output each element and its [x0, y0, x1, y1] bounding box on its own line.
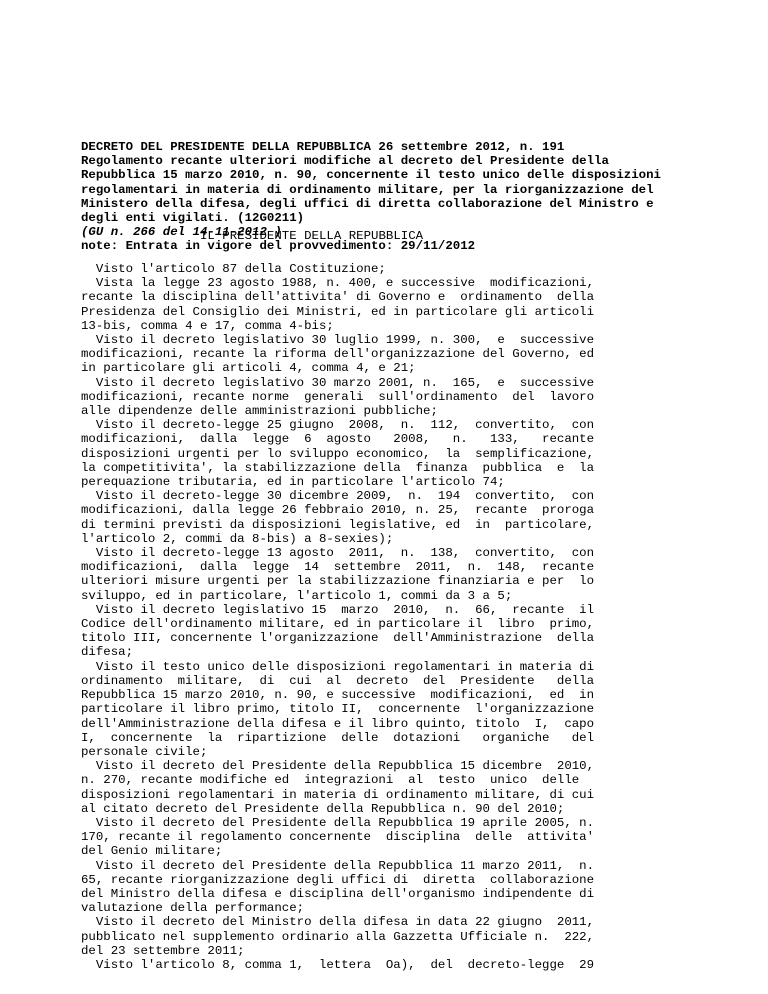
body-line: Visto il decreto legislativo 30 luglio 1999, n. 300, e successive: [81, 333, 595, 348]
body-line: Visto il decreto del Ministro della difesa in data 22 giugno 2011,: [81, 915, 595, 930]
body-line: disposizioni urgenti per lo sviluppo economico, la semplificazione,: [81, 446, 595, 461]
body-line: ulteriori misure urgenti per la stabilizzazione finanziaria e per lo: [81, 574, 595, 589]
entry-into-force-note: note: Entrata in vigore del provvedimento: 29/11/2012: [81, 239, 476, 254]
body-line: in particolare gli articoli 4, comma 4, e 21;: [81, 361, 416, 376]
body-line: ordinamento militare, di cui al decreto del Presidente della: [81, 673, 595, 688]
body-line: Visto il decreto del Presidente della Repubblica 19 aprile 2005, n.: [81, 815, 595, 830]
body-line: l'articolo 2, commi da 8-bis) a 8-sexies);: [81, 531, 394, 546]
body-line: titolo III, concernente l'organizzazione dell'Amministrazione della: [81, 631, 595, 646]
body-line: Codice dell'ordinamento militare, ed in particolare il libro primo,: [81, 617, 595, 632]
body-line: modificazioni, dalla legge 6 agosto 2008, n. 133, recante: [81, 432, 595, 447]
body-line: 170, recante il regolamento concernente disciplina delle attivita': [81, 830, 595, 845]
body-line: Visto il decreto legislativo 15 marzo 2010, n. 66, recante il: [81, 602, 595, 617]
header-line: degli enti vigilati. (12G0211): [81, 211, 305, 226]
body-line: Visto il decreto del Presidente della Repubblica 15 dicembre 2010,: [81, 759, 595, 774]
body-line: Visto il decreto legislativo 30 marzo 2001, n. 165, e successive: [81, 375, 595, 390]
body-line: 65, recante riorganizzazione degli uffici di diretta collaborazione: [81, 872, 595, 887]
body-line: I, concernente la ripartizione delle dotazioni organiche del: [81, 730, 595, 745]
header-line: regolamentari in materia di ordinamento militare, per la riorganizzazione del: [81, 182, 654, 197]
body-line: Visto il decreto-legge 25 giugno 2008, n. 112, convertito, con: [81, 418, 595, 433]
body-line: del Ministro della difesa e disciplina dell'organismo indipendente di: [81, 886, 595, 901]
body-line: di termini previsti da disposizioni legislative, ed in particolare,: [81, 517, 595, 532]
body-line: del 23 settembre 2011;: [81, 943, 245, 958]
body-line: Visto il decreto del Presidente della Repubblica 11 marzo 2011, n.: [81, 858, 595, 873]
body-line: difesa;: [81, 645, 134, 660]
body-line: Visto il decreto-legge 13 agosto 2011, n. 138, convertito, con: [81, 546, 595, 561]
body-line: particolare il libro primo, titolo II, concernente l'organizzazione: [81, 702, 595, 717]
body-line: sviluppo, ed in particolare, l'articolo 1, commi da 3 a 5;: [81, 588, 513, 603]
body-line: Presidenza del Consiglio dei Ministri, ed in particolare gli articoli: [81, 304, 595, 319]
body-line: 13-bis, comma 4 e 17, comma 4-bis;: [81, 318, 334, 333]
body-line: Visto l'articolo 87 della Costituzione;: [81, 262, 386, 276]
section-title: IL PRESIDENTE DELLA REPUBBLICA: [200, 229, 424, 243]
body-line: personale civile;: [81, 744, 208, 759]
body-line: n. 270, recante modifiche ed integrazioni al testo unico delle: [81, 773, 580, 788]
body-line: al citato decreto del Presidente della Repubblica n. 90 del 2010;: [81, 801, 565, 816]
body-line: recante la disciplina dell'attivita' di Governo e ordinamento della: [81, 290, 595, 305]
body-line: pubblicato nel supplemento ordinario alla Gazzetta Ufficiale n. 222,: [81, 929, 595, 944]
gazette-reference: (GU n. 266 del 14-11-2012 ): [81, 225, 282, 240]
body-line: modificazioni, dalla legge 14 settembre 2011, n. 148, recante: [81, 560, 595, 575]
header-line: Regolamento recante ulteriori modifiche al decreto del Presidente della: [81, 154, 609, 169]
body-line: disposizioni regolamentari in materia di ordinamento militare, di cui: [81, 787, 595, 802]
body-line: Visto il testo unico delle disposizioni regolamentari in materia di: [81, 659, 595, 674]
header-line: Repubblica 15 marzo 2010, n. 90, concernente il testo unico delle disposizioni: [81, 168, 661, 183]
body-line: modificazioni, recante norme generali sull'ordinamento del lavoro: [81, 389, 595, 404]
body-line: dell'Amministrazione della difesa e il libro quinto, titolo I, capo: [81, 716, 595, 731]
body-line: del Genio militare;: [81, 844, 223, 859]
header-line: Ministero della difesa, degli uffici di diretta collaborazione del Ministro e: [81, 196, 654, 211]
header-line: DECRETO DEL PRESIDENTE DELLA REPUBBLICA 26 settembre 2012, n. 191: [81, 140, 565, 154]
body-line: la competitivita', la stabilizzazione della finanza pubblica e la: [81, 460, 595, 475]
body-line: alle dipendenze delle amministrazioni pubbliche;: [81, 404, 438, 419]
body-line: Vista la legge 23 agosto 1988, n. 400, e successive modificazioni,: [81, 276, 595, 291]
body-line: modificazioni, dalla legge 26 febbraio 2010, n. 25, recante proroga: [81, 503, 595, 518]
body-line: Visto il decreto-legge 30 dicembre 2009, n. 194 convertito, con: [81, 489, 595, 504]
decree-body: [81, 262, 701, 972]
body-line: Visto l'articolo 8, comma 1, lettera Oa), del decreto-legge 29: [81, 957, 595, 972]
body-line: valutazione della performance;: [81, 901, 305, 916]
body-line: modificazioni, recante la riforma dell'organizzazione del Governo, ed: [81, 347, 595, 362]
body-line: Repubblica 15 marzo 2010, n. 90, e successive modificazioni, ed in: [81, 688, 595, 703]
body-line: perequazione tributaria, ed in particolare l'articolo 74;: [81, 475, 505, 490]
